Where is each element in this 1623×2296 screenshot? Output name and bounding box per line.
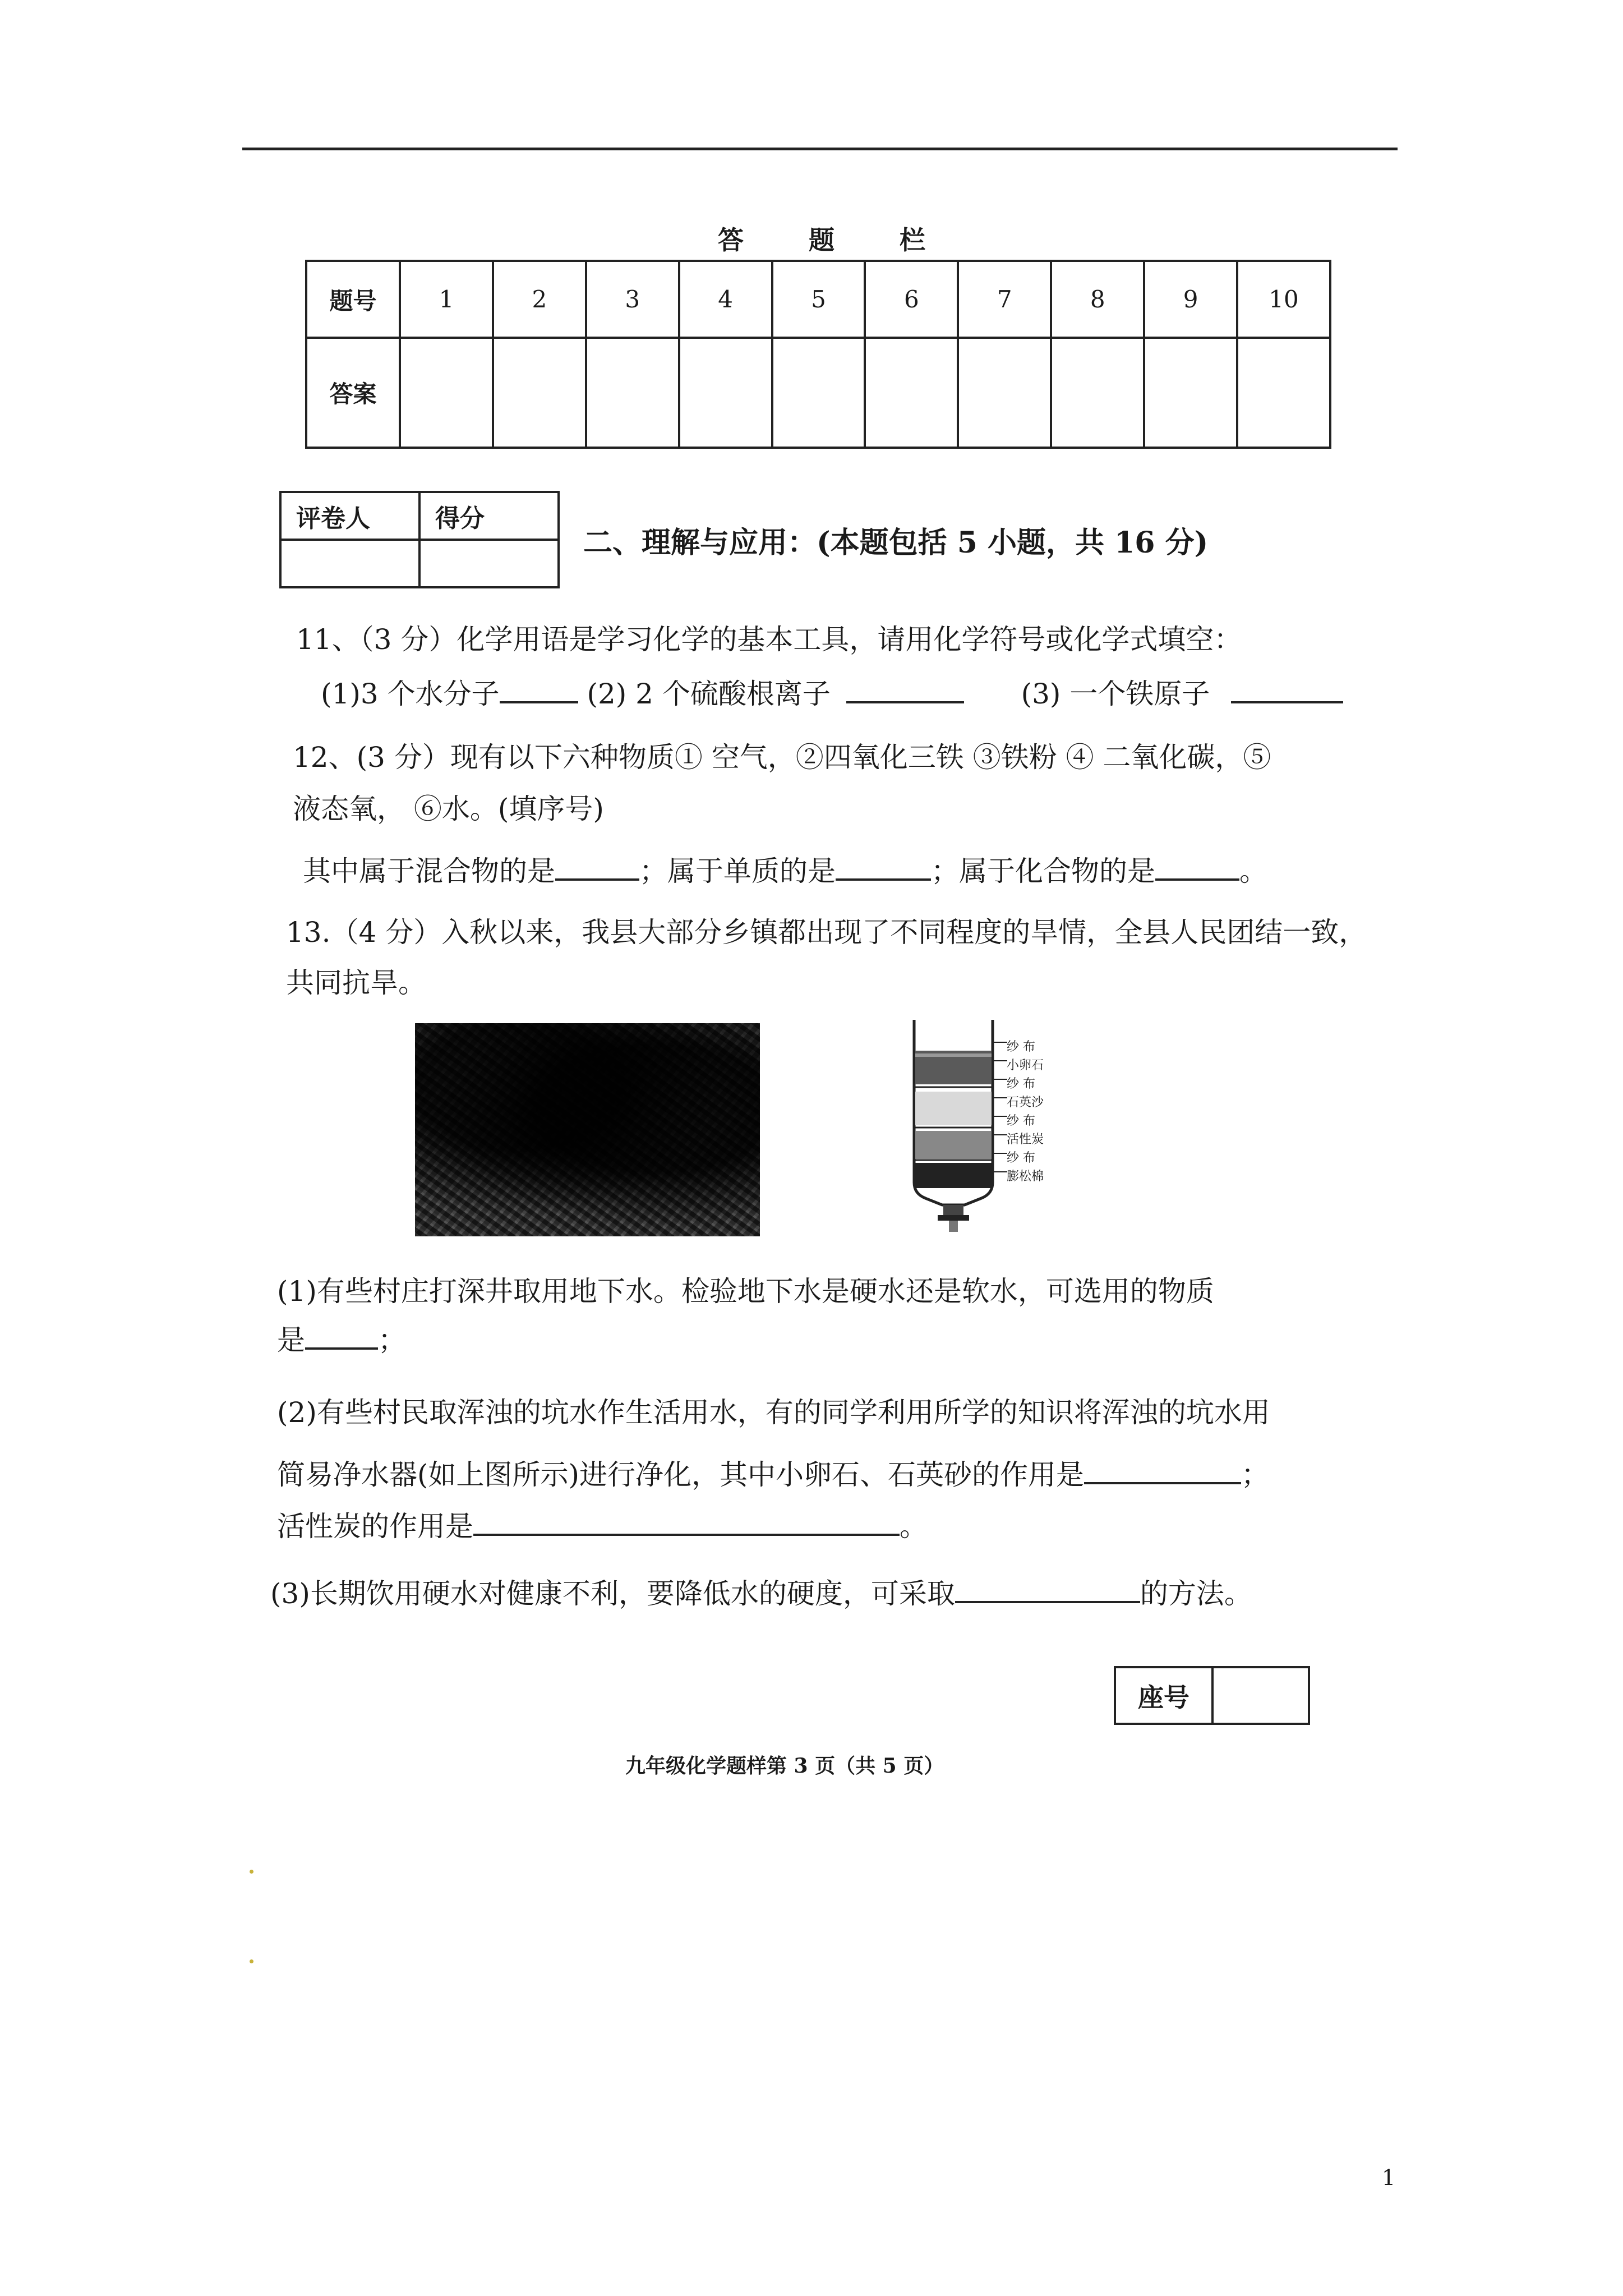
section-title: 二、理解与应用：(本题包括 5 小题，共 16 分) — [583, 526, 1209, 560]
score-label: 得分 — [419, 492, 559, 540]
answer-blank[interactable] — [1084, 1457, 1241, 1484]
filter-labels — [1007, 1038, 1044, 1186]
question-number-cell: 7 — [958, 261, 1051, 338]
question-number-cell: 9 — [1144, 261, 1237, 338]
question-number-header: 题号 — [306, 261, 400, 338]
page-number: 1 — [1382, 2165, 1396, 2190]
stray-mark — [250, 1870, 253, 1874]
q11-part1-label: (1)3 个水分子 — [321, 678, 500, 710]
q12-stem-line2: 液态氧， ⑥水。(填序号) — [293, 793, 604, 825]
grader-label: 评卷人 — [280, 492, 419, 540]
q13-part3 — [270, 1576, 1252, 1611]
grader-table — [279, 491, 560, 588]
answer-blank[interactable] — [555, 854, 639, 881]
answer-blank[interactable] — [1231, 677, 1343, 703]
grader-cell[interactable] — [280, 540, 419, 587]
q13-part3-lead: (3)长期饮用硬水对健康不利，要降低水的硬度，可采取 — [270, 1577, 955, 1610]
answer-cell[interactable] — [1144, 338, 1237, 448]
filter-label: 石英沙 — [1007, 1096, 1044, 1110]
q12-answers — [303, 854, 1267, 888]
q13-part2-line1: (2)有些村民取浑浊的坑水作生活用水，有的同学利用所学的知识将浑浊的坑水用 — [277, 1396, 1270, 1429]
filter-label: 活性炭 — [1007, 1133, 1044, 1147]
q13-part2-line2 — [277, 1457, 1269, 1492]
answer-cell[interactable] — [493, 338, 586, 448]
answer-blank[interactable] — [955, 1576, 1140, 1603]
q12-compound-label: ；属于化合物的是 — [931, 855, 1155, 887]
q13-part2-lead: 简易净水器(如上图所示)进行净化，其中小卵石、石英砂的作用是 — [277, 1458, 1085, 1491]
answer-cell[interactable] — [586, 338, 679, 448]
question-number-cell: 5 — [772, 261, 865, 338]
answer-blank[interactable] — [305, 1323, 378, 1350]
q11-part2-label: (2) 2 个硫酸根离子 — [587, 678, 831, 710]
seat-number-box — [1114, 1666, 1310, 1725]
answer-cell[interactable] — [400, 338, 493, 448]
filter-label: 小卵石 — [1007, 1059, 1044, 1073]
q11-stem: 11、（3 分）化学用语是学习化学的基本工具，请用化学符号或化学式填空： — [296, 623, 1242, 656]
answer-blank[interactable] — [846, 677, 964, 703]
q12-mixture-label: 其中属于混合物的是 — [303, 855, 555, 887]
filter-label: 纱 布 — [1007, 1040, 1035, 1054]
filter-label: 膨松棉 — [1007, 1170, 1044, 1184]
answer-table — [305, 260, 1331, 449]
answer-cell[interactable] — [1051, 338, 1144, 448]
q13-part3-end: 的方法。 — [1140, 1577, 1252, 1610]
answer-header: 答案 — [306, 338, 400, 448]
q13-part2-carbon-end: 。 — [900, 1510, 928, 1543]
q13-part2-end: ； — [1241, 1458, 1270, 1491]
score-cell[interactable] — [419, 540, 559, 587]
q12-element-label: ；属于单质的是 — [639, 855, 836, 887]
answer-blank[interactable] — [836, 854, 931, 881]
question-number-cell: 3 — [586, 261, 679, 338]
q12-stem-line1: 12、(3 分）现有以下六种物质① 空气，②四氧化三铁 ③铁粉 ④ 二氧化碳，⑤ — [293, 741, 1271, 774]
q13-part1-line1: (1)有些村庄打深井取用地下水。检验地下水是硬水还是软水，可选用的物质 — [277, 1275, 1214, 1308]
q13-part2-line3 — [277, 1509, 928, 1543]
q11-parts — [321, 677, 1343, 711]
answer-blank[interactable] — [500, 677, 578, 703]
seat-number-label: 座号 — [1116, 1668, 1214, 1723]
question-number-cell: 10 — [1237, 261, 1330, 338]
q13-part1-line2 — [277, 1323, 406, 1357]
q13-part1-lead: 是 — [277, 1324, 305, 1356]
filter-label: 纱 布 — [1007, 1151, 1035, 1165]
answer-cell[interactable] — [958, 338, 1051, 448]
answer-table-title: 答 题 栏 — [718, 225, 954, 255]
answer-table-answer-row — [306, 338, 1330, 448]
seat-number-field[interactable] — [1214, 1668, 1308, 1723]
answer-blank[interactable] — [473, 1509, 900, 1536]
q11-part3-label: (3) 一个铁原子 — [1021, 678, 1210, 710]
water-filter-diagram — [909, 1020, 1077, 1233]
answer-cell[interactable] — [772, 338, 865, 448]
drought-photo — [415, 1023, 760, 1236]
answer-cell[interactable] — [679, 338, 772, 448]
filter-label: 纱 布 — [1007, 1114, 1035, 1128]
q12-end-mark: 。 — [1239, 855, 1267, 887]
answer-blank[interactable] — [1155, 854, 1239, 881]
question-number-cell: 8 — [1051, 261, 1144, 338]
q13-part1-end: ； — [378, 1324, 406, 1356]
q13-stem-line1: 13.（4 分）入秋以来，我县大部分乡镇都出现了不同程度的旱情，全县人民团结一致， — [286, 916, 1367, 949]
answer-cell[interactable] — [1237, 338, 1330, 448]
question-number-cell: 1 — [400, 261, 493, 338]
filter-label: 纱 布 — [1007, 1077, 1035, 1091]
q13-stem-line2: 共同抗旱。 — [286, 967, 426, 999]
answer-cell[interactable] — [865, 338, 958, 448]
question-number-cell: 6 — [865, 261, 958, 338]
q13-part2-carbon-lead: 活性炭的作用是 — [277, 1510, 473, 1543]
stray-mark — [250, 1959, 253, 1963]
page-footer: 九年级化学题样第 3 页（共 5 页） — [625, 1754, 944, 1778]
top-rule — [242, 148, 1398, 150]
question-number-cell: 2 — [493, 261, 586, 338]
question-number-cell: 4 — [679, 261, 772, 338]
answer-table-number-row — [306, 261, 1330, 338]
